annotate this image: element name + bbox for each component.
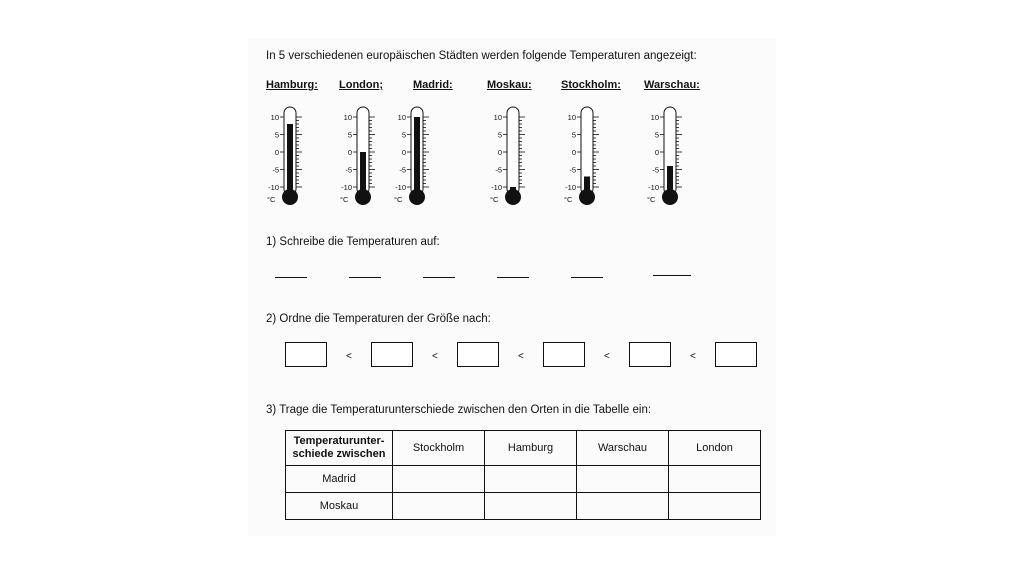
scale-label: 10	[567, 113, 576, 122]
scale-label: -5	[272, 165, 279, 175]
scale-label: 5	[571, 130, 576, 140]
row-header-moskau: Moskau	[286, 493, 393, 520]
order-box-3[interactable]	[457, 342, 499, 367]
scale-label: 0	[274, 148, 279, 157]
thermometer-madrid	[391, 104, 441, 208]
column-header-warschau: Warschau	[577, 431, 669, 466]
scale-label: 0	[497, 148, 502, 157]
mercury-column	[414, 117, 420, 197]
scale-label: 0	[347, 148, 352, 157]
unit-label: °C	[564, 195, 573, 204]
scale-label: -10	[395, 183, 406, 192]
task1-label: 1) Schreibe die Temperaturen auf:	[266, 236, 440, 248]
answer-line-5[interactable]	[571, 277, 603, 278]
mercury-column	[584, 177, 590, 198]
order-box-5[interactable]	[629, 342, 671, 367]
scale-label: 10	[650, 113, 659, 122]
city-label-london: London;	[339, 79, 383, 91]
answer-line-2[interactable]	[349, 277, 381, 278]
scale-label: 5	[347, 130, 352, 140]
answer-line-4[interactable]	[497, 277, 529, 278]
task2-label: 2) Ordne die Temperaturen der Größe nach:	[266, 313, 491, 325]
scale-label: 0	[401, 148, 406, 157]
scale-label: -5	[569, 165, 576, 175]
scale-label: 5	[274, 130, 279, 140]
scale-label: -5	[495, 165, 502, 175]
table-corner-header	[286, 431, 393, 466]
scale-label: -10	[565, 183, 576, 192]
scale-label: -10	[648, 183, 659, 192]
table-row	[286, 466, 761, 493]
row-header-madrid: Madrid	[286, 466, 393, 493]
column-header-stockholm: Stockholm	[393, 431, 485, 466]
table-cell[interactable]	[485, 466, 577, 493]
table-cell[interactable]	[393, 466, 485, 493]
scale-label: 10	[270, 113, 279, 122]
city-label-stockholm: Stockholm:	[561, 79, 621, 91]
scale-label: 5	[654, 130, 659, 140]
order-box-1[interactable]	[285, 342, 327, 367]
less-than-sign: <	[432, 351, 438, 362]
scale-label: -5	[399, 165, 406, 175]
table-row	[286, 493, 761, 520]
answer-line-6[interactable]	[653, 275, 691, 276]
answer-line-3[interactable]	[423, 277, 455, 278]
city-label-warschau: Warschau:	[644, 79, 700, 91]
task3-label: 3) Trage die Temperaturunterschiede zwischen den Orten in die Tabelle ein:	[266, 404, 652, 416]
scale-label: -5	[345, 165, 352, 175]
unit-label: °C	[490, 195, 499, 204]
corner-header-line-2: schiede zwischen	[292, 448, 386, 460]
mercury-column	[360, 152, 366, 197]
thermometer-hamburg	[264, 104, 314, 208]
order-box-4[interactable]	[543, 342, 585, 367]
less-than-sign: <	[518, 351, 524, 362]
unit-label: °C	[647, 195, 656, 204]
scale-label: 0	[571, 148, 576, 157]
city-label-moskau: Moskau:	[487, 79, 532, 91]
less-than-sign: <	[604, 351, 610, 362]
city-label-hamburg: Hamburg:	[266, 79, 318, 91]
scale-label: 10	[493, 113, 502, 122]
mercury-column	[510, 187, 516, 197]
scale-label: 10	[343, 113, 352, 122]
unit-label: °C	[340, 195, 349, 204]
corner-header-line-1: Temperaturunter-	[293, 435, 385, 447]
table-cell[interactable]	[669, 493, 761, 520]
table-cell[interactable]	[577, 493, 669, 520]
scale-label: 0	[654, 148, 659, 157]
thermometer-tube	[507, 107, 519, 195]
thermometer-moskau	[487, 104, 537, 208]
column-header-hamburg: Hamburg	[485, 431, 577, 466]
answer-line-1[interactable]	[275, 277, 307, 278]
order-box-2[interactable]	[371, 342, 413, 367]
order-box-6[interactable]	[715, 342, 757, 367]
thermometer-london	[337, 104, 387, 208]
thermometer-warschau	[644, 104, 694, 208]
scale-label: -10	[491, 183, 502, 192]
city-label-madrid: Madrid:	[413, 79, 453, 91]
column-header-london: London	[669, 431, 761, 466]
difference-table	[285, 430, 761, 520]
intro-text: In 5 verschiedenen europäischen Städten werden folgende Temperaturen angezeigt:	[266, 50, 697, 62]
less-than-sign: <	[690, 351, 696, 362]
scale-label: -5	[652, 165, 659, 175]
scale-label: 5	[497, 130, 502, 140]
unit-label: °C	[267, 195, 276, 204]
scale-label: -10	[341, 183, 352, 192]
table-cell[interactable]	[485, 493, 577, 520]
mercury-column	[287, 124, 293, 197]
table-cell[interactable]	[577, 466, 669, 493]
unit-label: °C	[394, 195, 403, 204]
thermometer-stockholm	[561, 104, 611, 208]
table-cell[interactable]	[393, 493, 485, 520]
less-than-sign: <	[346, 351, 352, 362]
scale-label: -10	[268, 183, 279, 192]
scale-label: 5	[401, 130, 406, 140]
mercury-column	[667, 166, 673, 197]
scale-label: 10	[397, 113, 406, 122]
table-cell[interactable]	[669, 466, 761, 493]
